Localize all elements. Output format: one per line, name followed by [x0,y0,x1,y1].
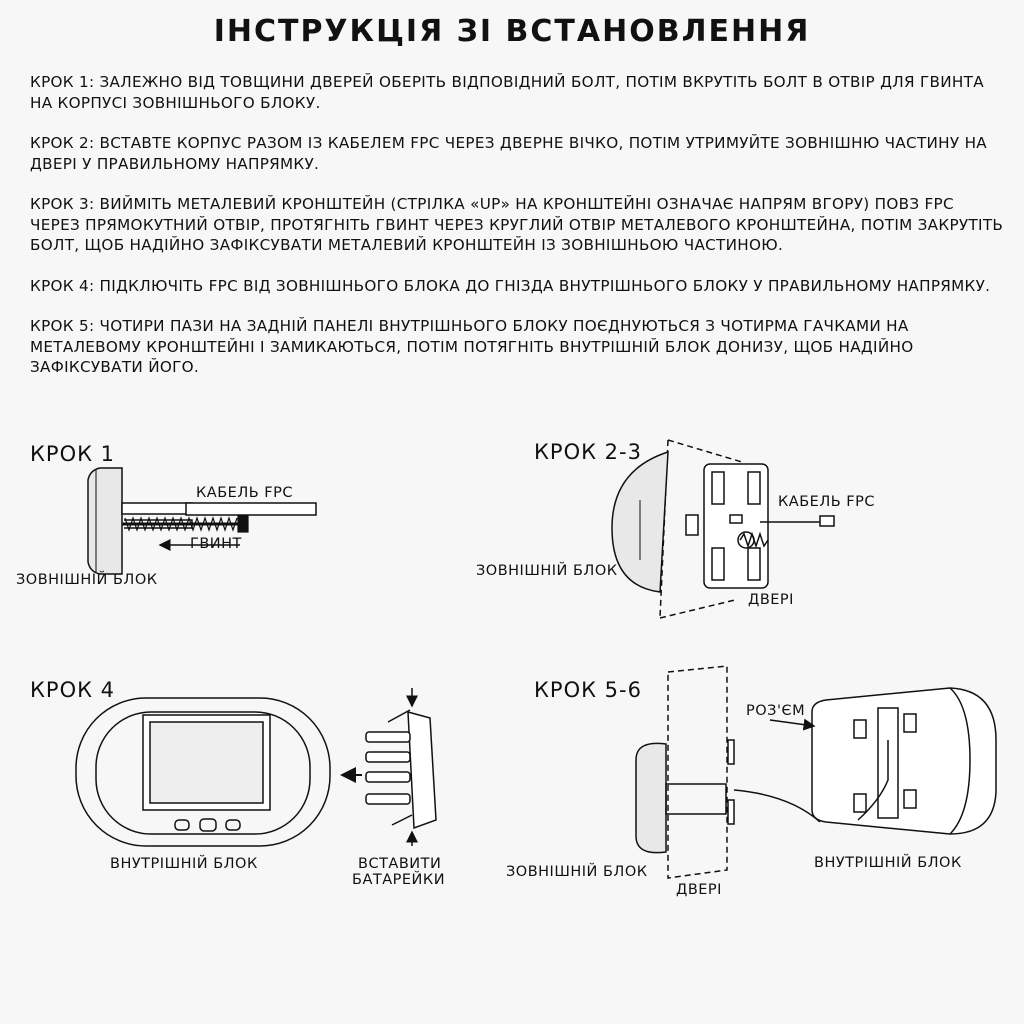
step1-screw [122,516,248,532]
step23-outer-label: ЗОВНІШНІЙ БЛОК [476,563,618,579]
step4-inner-unit-drawing [76,698,330,846]
step23-heading: КРОК 2-3 [534,440,642,464]
step1-screw-label: ГВИНТ [190,536,242,552]
step56-door-label: ДВЕРІ [676,882,722,898]
step56-connector-label: РОЗ'ЄМ [746,703,806,719]
step56-inner-label: ВНУТРІШНІЙ БЛОК [814,855,962,871]
step-4-text: КРОК 4: ПІДКЛЮЧІТЬ FPC ВІД ЗОВНІШНЬОГО БЛОКА ДО ГНІЗДА ВНУТРІШНЬОГО БЛОКУ У ПРАВИЛЬНОМУ НАПРЯМКУ. [30,276,991,295]
step-3-text: КРОК 3: ВИЙМІТЬ МЕТАЛЕВИЙ КРОНШТЕЙН (СТРІЛКА «UP» НА КРОНШТЕЙНІ ОЗНАЧАЄ НАПРЯМ ВГОРУ) ПОВЗ FPC ЧЕРЕЗ ПРЯМОКУТНИЙ ОТВІР, ПРОТЯГНІТЬ ГВИНТ ЧЕРЕЗ КРУГЛИЙ ОТВІР МЕТАЛЕВОГО КРОНШТЕЙНА, ПОТІМ ЗАКРУТІТЬ БОЛТ, ЩОБ НАДІЙНО ЗАФІКСУВАТИ МЕТАЛЕВИЙ КРОНШТЕЙН ІЗ ЗОВНІШНЬОЮ ЧАСТИНОЮ. [30,195,1004,254]
step4-inner-label: ВНУТРІШНІЙ БЛОК [110,856,258,872]
page-title: ІНСТРУКЦІЯ ЗІ ВСТАНОВЛЕННЯ [213,14,811,49]
step1-heading: КРОК 1 [30,442,116,466]
step1-cable-label: КАБЕЛЬ FPC [196,485,293,501]
step23-door-label: ДВЕРІ [748,592,794,608]
step56-outer-label: ЗОВНІШНІЙ БЛОК [506,864,648,880]
step23-bracket [704,464,834,588]
step56-door-drawing [636,666,820,878]
step56-arrow [770,720,814,726]
step4-batteries-label-1: ВСТАВИТИ [358,856,442,872]
step-1-text: КРОК 1: ЗАЛЕЖНО ВІД ТОВЩИНИ ДВЕРЕЙ ОБЕРІТЬ ВІДПОВІДНИЙ БОЛТ, ПОТІМ ВКРУТІТЬ БОЛТ В ОТВІР ДЛЯ ГВИНТА НА КОРПУСІ ЗОВНІШНЬОГО БЛОКУ. [30,73,984,112]
step56-inner-unit-back [812,688,996,834]
step1-outer-unit-drawing [88,468,316,574]
step56-heading: КРОК 5-6 [534,678,642,702]
step-2-text: КРОК 2: ВСТАВТЕ КОРПУС РАЗОМ ІЗ КАБЕЛЕМ FPC ЧЕРЕЗ ДВЕРНЕ ВІЧКО, ПОТІМ УТРИМУЙТЕ ЗОВНІШНЮ ЧАСТИНУ НА ДВЕРІ У ПРАВИЛЬНОМУ НАПРЯМКУ. [30,134,987,173]
step23-cable-label: КАБЕЛЬ FPC [778,494,875,510]
step4-batteries-label-2: БАТАРЕЙКИ [352,872,446,888]
step-5-text: КРОК 5: ЧОТИРИ ПАЗИ НА ЗАДНІЙ ПАНЕЛІ ВНУТРІШНЬОГО БЛОКУ ПОЄДНУЮТЬСЯ З ЧОТИРМА ГАЧКАМИ НА МЕТАЛЕВОМУ КРОНШТЕЙНІ І ЗАМИКАЮТЬСЯ, ПОТІМ ПОТЯГНІТЬ ВНУТРІШНІЙ БЛОК ДОНИЗУ, ЩОБ НАДІЙНО ЗАФІКСУВАТИ ЙОГО. [30,317,914,376]
step1-outer-label: ЗОВНІШНІЙ БЛОК [16,572,158,588]
step4-battery-pack [366,688,436,846]
step4-heading: КРОК 4 [30,678,116,702]
